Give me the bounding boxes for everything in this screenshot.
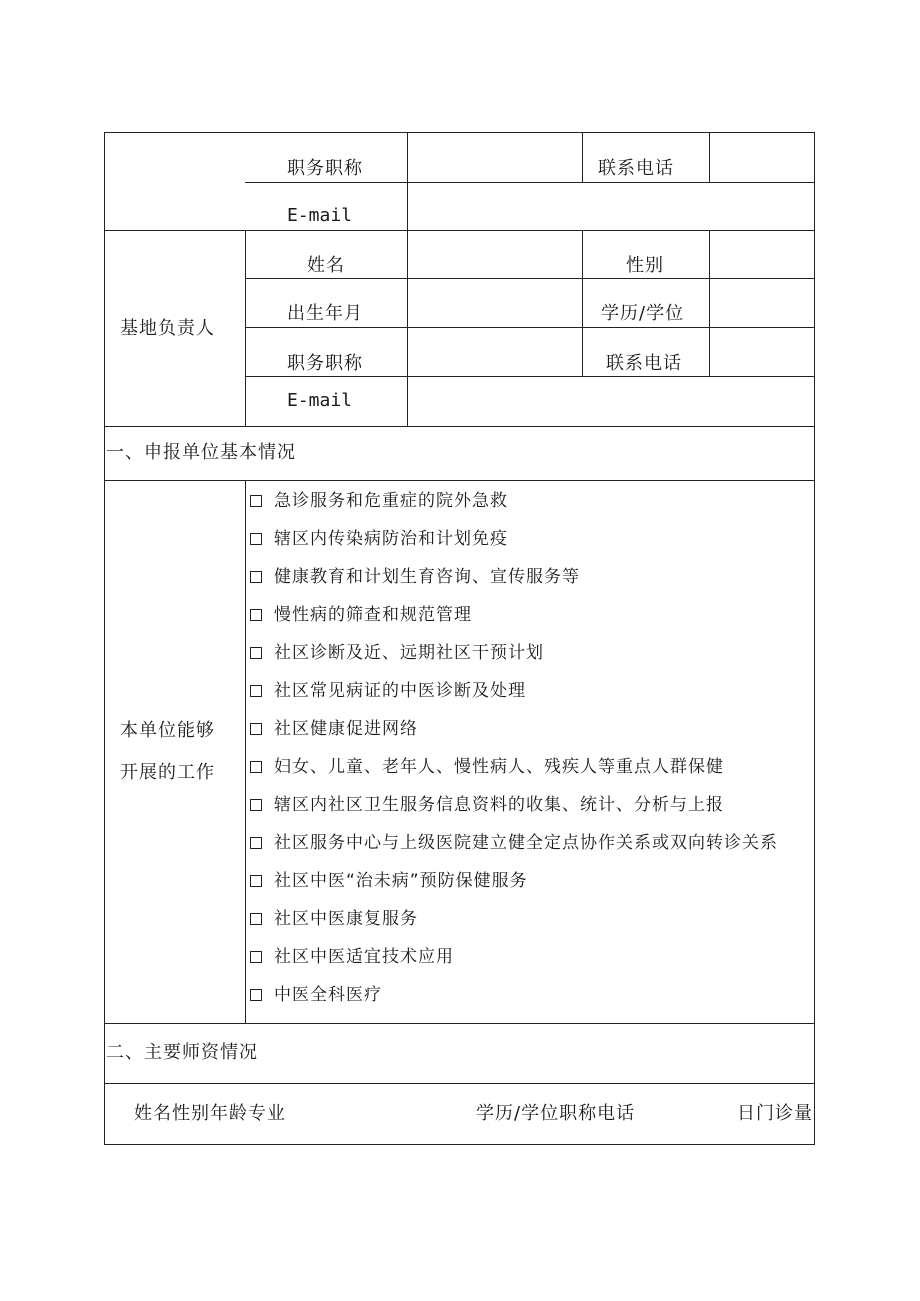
work-scope-option[interactable] (248, 490, 808, 512)
checkbox-icon[interactable] (250, 875, 262, 887)
name-label: 姓名 (307, 255, 345, 276)
checkbox-icon[interactable] (250, 837, 262, 849)
checkbox-icon[interactable] (250, 571, 262, 583)
checkbox-icon[interactable] (250, 761, 262, 773)
work-scope-option[interactable] (248, 832, 808, 854)
work-scope-option[interactable] (248, 794, 808, 816)
checkbox-icon[interactable] (250, 647, 262, 659)
gender-input[interactable] (710, 231, 814, 278)
faculty-header-visits: 日门诊量 (737, 1103, 813, 1124)
work-scope-option-label: 社区服务中心与上级医院建立健全定点协作关系或双向转诊关系 (274, 833, 778, 853)
work-scope-label-line1: 本单位能够 (120, 720, 215, 741)
work-scope-option[interactable] (248, 984, 808, 1006)
faculty-header-degree: 学历/学位职称电话 (476, 1103, 636, 1124)
birth-input[interactable] (408, 279, 582, 327)
work-scope-option-label: 辖区内传染病防治和计划免疫 (274, 529, 508, 549)
row-divider (104, 480, 815, 481)
checkbox-icon[interactable] (250, 685, 262, 697)
checkbox-icon[interactable] (250, 495, 262, 507)
table-left-border (104, 132, 105, 1145)
name-input[interactable] (408, 231, 582, 278)
degree-input[interactable] (710, 279, 814, 327)
checkbox-icon[interactable] (250, 951, 262, 963)
email-input[interactable] (408, 183, 814, 230)
email-label: E-mail (287, 390, 353, 411)
work-scope-option[interactable] (248, 756, 808, 778)
work-scope-option[interactable] (248, 528, 808, 550)
checkbox-icon[interactable] (250, 723, 262, 735)
work-scope-option-label: 社区常见病证的中医诊断及处理 (274, 681, 526, 701)
title-label: 职务职称 (287, 353, 363, 374)
work-scope-option-label: 急诊服务和危重症的院外急救 (274, 491, 508, 511)
checkbox-icon[interactable] (250, 799, 262, 811)
work-scope-option-label: 社区中医适宜技术应用 (274, 947, 454, 967)
row-divider (104, 426, 815, 427)
faculty-header-basic: 姓名性别年龄专业 (134, 1103, 286, 1124)
work-scope-option-label: 辖区内社区卫生服务信息资料的收集、统计、分析与上报 (274, 795, 724, 815)
col-divider (245, 230, 246, 426)
work-scope-option[interactable] (248, 566, 808, 588)
work-scope-option[interactable] (248, 642, 808, 664)
work-scope-option[interactable] (248, 718, 808, 740)
work-scope-option[interactable] (248, 680, 808, 702)
birth-label: 出生年月 (287, 303, 363, 324)
checkbox-icon[interactable] (250, 913, 262, 925)
work-scope-option-label: 社区中医“治未病”预防保健服务 (274, 871, 528, 891)
degree-label: 学历/学位 (601, 303, 685, 324)
base-leader-label: 基地负责人 (120, 318, 215, 339)
phone-label: 联系电话 (606, 353, 682, 374)
row-divider (104, 1023, 815, 1024)
col-divider (582, 230, 583, 376)
checkbox-icon[interactable] (250, 989, 262, 1001)
work-scope-label-line2: 开展的工作 (120, 762, 215, 783)
phone-label: 联系电话 (598, 158, 674, 179)
email-input[interactable] (408, 377, 814, 426)
work-scope-option-label: 社区中医康复服务 (274, 909, 418, 929)
table-right-border (814, 132, 815, 1145)
work-scope-option[interactable] (248, 870, 808, 892)
work-scope-option[interactable] (248, 604, 808, 626)
phone-input[interactable] (710, 133, 814, 182)
col-divider (245, 480, 246, 1023)
phone-input[interactable] (710, 328, 814, 376)
col-divider (582, 132, 583, 182)
checkbox-icon[interactable] (250, 609, 262, 621)
work-scope-option-label: 社区诊断及近、远期社区干预计划 (274, 643, 544, 663)
gender-label: 性别 (626, 255, 664, 276)
work-scope-option[interactable] (248, 946, 808, 968)
work-scope-option-label: 妇女、儿童、老年人、慢性病人、残疾人等重点人群保健 (274, 757, 724, 777)
work-scope-option[interactable] (248, 908, 808, 930)
table-bottom-border (104, 1144, 815, 1145)
work-scope-option-label: 社区健康促进网络 (274, 719, 418, 739)
checkbox-icon[interactable] (250, 533, 262, 545)
email-label: E-mail (287, 205, 353, 226)
section-1-heading: 一、申报单位基本情况 (106, 442, 296, 463)
section-2-heading: 二、主要师资情况 (106, 1042, 258, 1063)
title-label: 职务职称 (287, 158, 363, 179)
work-scope-option-label: 健康教育和计划生育咨询、宣传服务等 (274, 567, 580, 587)
title-input[interactable] (408, 328, 582, 376)
title-input[interactable] (408, 133, 582, 182)
row-divider (104, 1083, 815, 1084)
work-scope-option-label: 慢性病的筛查和规范管理 (274, 605, 472, 625)
work-scope-option-label: 中医全科医疗 (274, 985, 382, 1005)
